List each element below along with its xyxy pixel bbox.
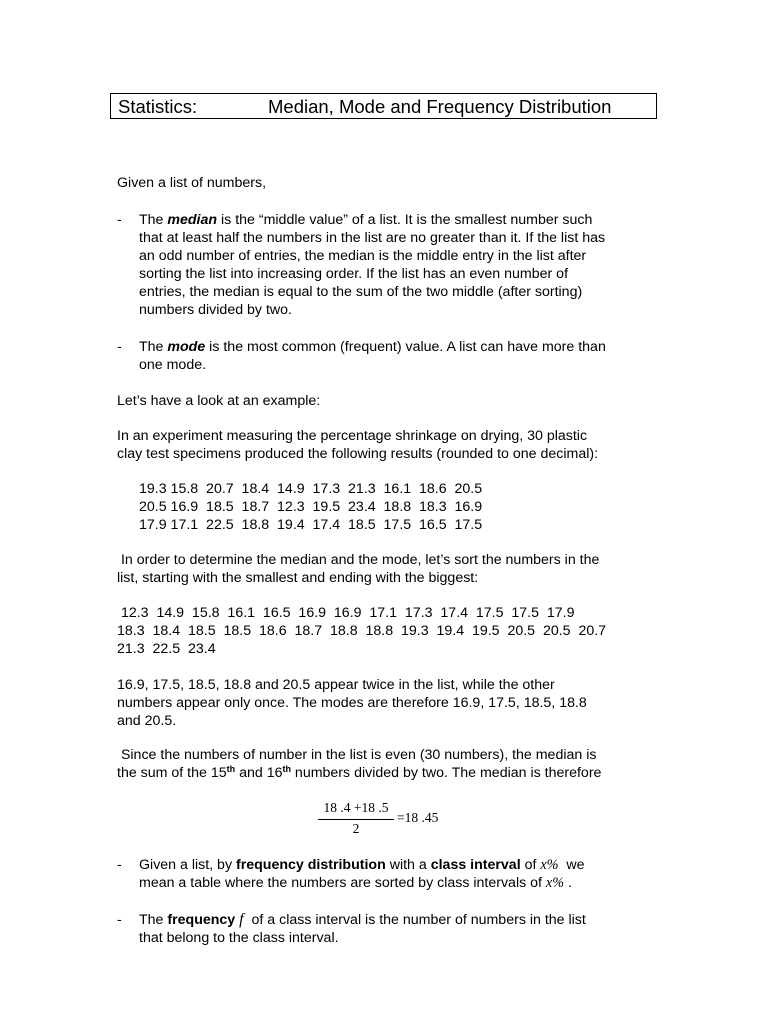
f-symbol: f xyxy=(239,911,244,928)
bullet-dash: - xyxy=(117,339,122,355)
sort-intro-line-2: list, starting with the smallest and ending with the biggest: xyxy=(117,570,479,586)
frequency-definition xyxy=(139,911,659,947)
example-intro: Let’s have a look at an example: xyxy=(117,393,321,409)
modes-line-2: numbers appear only once. The modes are therefore 16.9, 17.5, 18.5, 18.8 xyxy=(117,695,587,711)
freq-dist-line-1: Given a list, by frequency distribution with a class interval of x% we xyxy=(139,857,585,873)
experiment-line-2: clay test specimens produced the following results (rounded to one decimal): xyxy=(117,446,599,462)
median-line-1: The median is the “middle value” of a list. It is the smallest number such xyxy=(139,212,593,228)
mode-term: mode xyxy=(167,339,206,355)
median-line-5: entries, the median is equal to the sum of the two middle (after sorting) xyxy=(139,284,583,300)
mode-definition xyxy=(139,338,659,374)
bullet-dash: - xyxy=(117,212,122,228)
experiment-paragraph xyxy=(117,427,662,463)
median-term: median xyxy=(167,212,218,228)
modes-line-1: 16.9, 17.5, 18.5, 18.8 and 20.5 appear twice in the list, while the other xyxy=(117,677,555,693)
modes-paragraph xyxy=(117,676,662,730)
bullet-dash: - xyxy=(117,912,122,928)
ordinal-suffix: th xyxy=(282,764,291,774)
median-line-6: numbers divided by two. xyxy=(139,302,292,318)
modes-line-3: and 20.5. xyxy=(117,713,177,729)
median-line-2: that at least half the numbers in the list are no greater than it. If the list has xyxy=(139,230,606,246)
raw-data-row: 19.3 15.8 20.7 18.4 14.9 17.3 21.3 16.1 18.6 20.5 xyxy=(139,481,483,497)
experiment-line-1: In an experiment measuring the percentage shrinkage on drying, 30 plastic xyxy=(117,428,588,444)
raw-data-row: 17.9 17.1 22.5 18.8 19.4 17.4 18.5 17.5 16.5 17.5 xyxy=(139,517,483,533)
median-line-4: sorting the list into increasing order. If the list has an even number of xyxy=(139,266,569,282)
median-calc-line-1: Since the numbers of number in the list is even (30 numbers), the median is xyxy=(117,747,597,763)
sorted-data-row: 12.3 14.9 15.8 16.1 16.5 16.9 16.9 17.1 17.3 17.4 17.5 17.5 17.9 xyxy=(117,605,575,621)
frequency-distribution-definition xyxy=(139,856,659,892)
frequency-line-2: that belong to the class interval. xyxy=(139,930,339,946)
x-percent-symbol: x% xyxy=(545,875,565,891)
formula-numerator: 18 .4 +18 .5 xyxy=(323,800,389,815)
median-calc-paragraph xyxy=(117,746,662,782)
class-interval-term: class interval xyxy=(430,857,521,873)
title-statistics: Statistics: xyxy=(118,96,198,117)
formula-result: =18 .45 xyxy=(397,810,439,825)
formula-denominator: 2 xyxy=(352,821,360,836)
bullet-dash: - xyxy=(117,857,122,873)
intro-text: Given a list of numbers, xyxy=(117,175,267,191)
page-title: Median, Mode and Frequency Distribution xyxy=(268,96,612,117)
frequency-distribution-term: frequency distribution xyxy=(236,857,386,873)
median-definition xyxy=(139,211,659,319)
mode-line-1: The mode is the most common (frequent) value. A list can have more than xyxy=(139,339,606,355)
frequency-line-1: The frequency f of a class interval is the number of numbers in the list xyxy=(139,911,586,928)
freq-dist-line-2: mean a table where the numbers are sorted by class intervals of x% . xyxy=(139,875,572,891)
frequency-term: frequency xyxy=(167,912,236,928)
raw-data-row: 20.5 16.9 18.5 18.7 12.3 19.5 23.4 18.8 18.3 16.9 xyxy=(139,499,483,515)
sorted-data-row: 18.3 18.4 18.5 18.5 18.6 18.7 18.8 18.8 19.3 19.4 19.5 20.5 20.5 20.7 xyxy=(117,623,607,639)
sort-intro-line-1: In order to determine the median and the mode, let’s sort the numbers in the xyxy=(117,552,600,568)
x-percent-symbol: x% xyxy=(540,857,559,873)
sort-intro xyxy=(117,551,662,587)
median-calc-line-2: the sum of the 15th and 16th numbers divided by two. The median is therefore xyxy=(117,764,602,781)
sorted-data-row: 21.3 22.5 23.4 xyxy=(117,641,216,657)
mode-line-2: one mode. xyxy=(139,357,207,373)
title-box xyxy=(110,93,657,119)
median-line-3: an odd number of entries, the median is the middle entry in the list after xyxy=(139,248,587,264)
ordinal-suffix: th xyxy=(226,764,236,774)
